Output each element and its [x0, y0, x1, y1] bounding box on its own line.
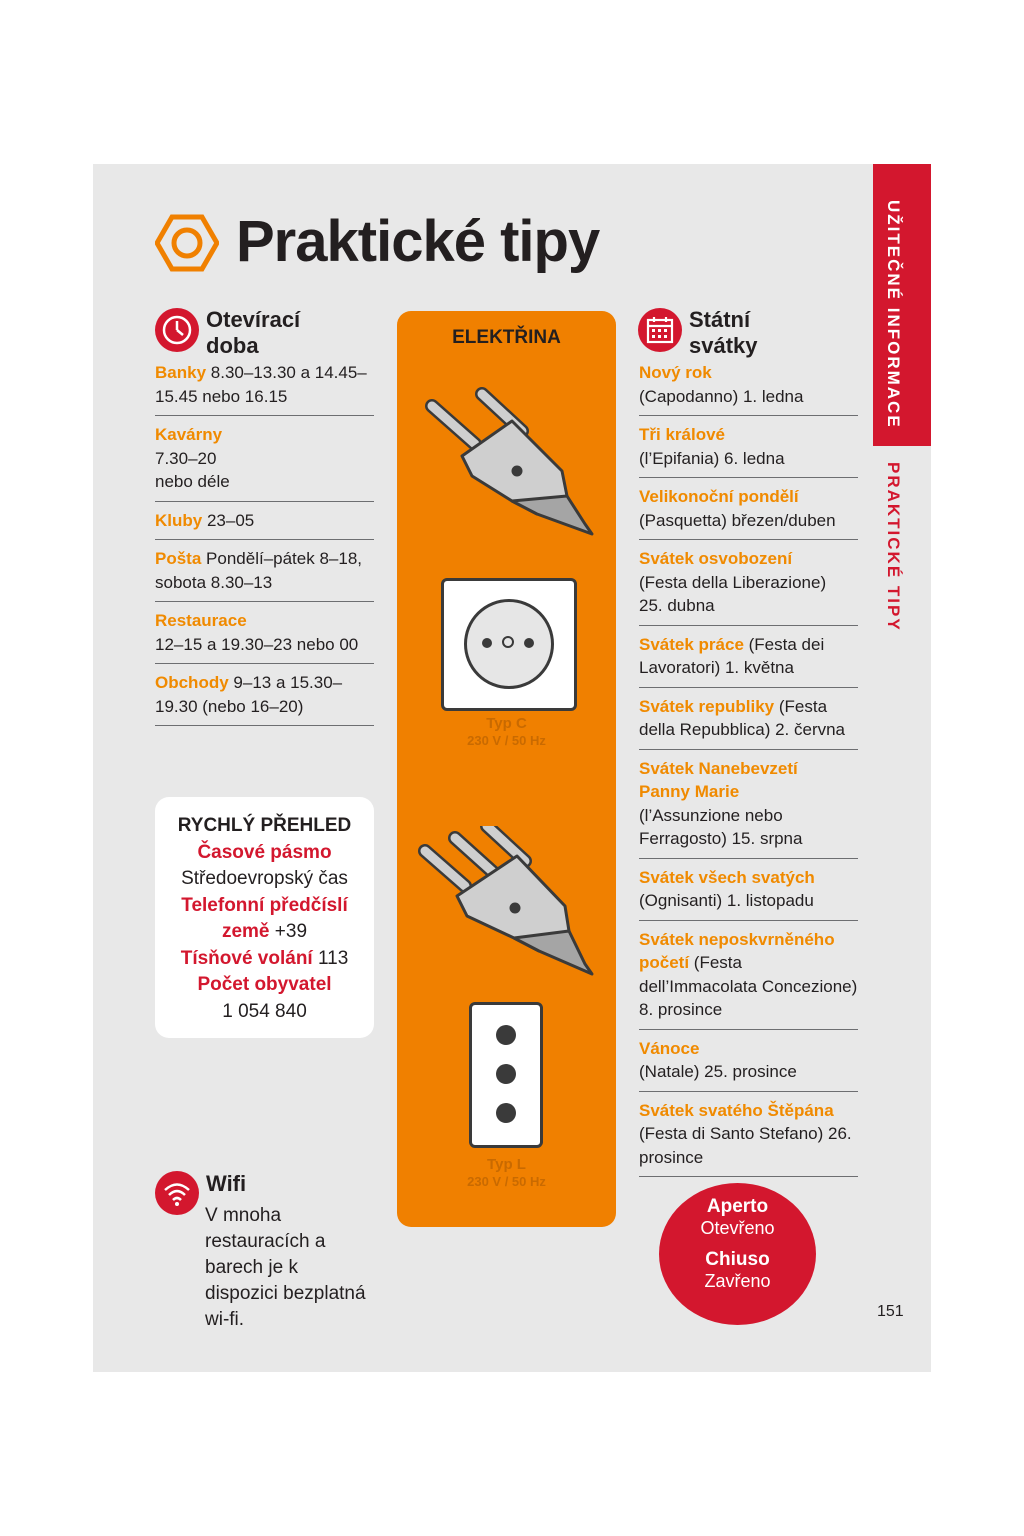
electricity-panel — [397, 311, 616, 1227]
clock-icon — [155, 308, 199, 352]
wifi-text: V mnoha restauracích a barech je k dispozici bezplatná wi-fi. — [205, 1205, 366, 1330]
calendar-icon — [638, 308, 682, 352]
open-italian: Aperto — [706, 1196, 769, 1217]
list-item: Nový rok (Capodanno) 1. ledna — [639, 361, 858, 416]
open-closed-sign — [659, 1183, 816, 1325]
list-item: Vánoce (Natale) 25. prosince — [639, 1030, 858, 1092]
list-item: Tři králové (l’Epifania) 6. ledna — [639, 416, 858, 478]
electricity-title: ELEKTŘINA — [452, 327, 561, 348]
timezone-value: Středoevropský čas — [181, 868, 348, 889]
list-item: Kavárny 7.30–20 nebo déle — [155, 416, 374, 502]
hexagon-icon — [155, 214, 219, 272]
emergency-value: 113 — [317, 947, 349, 969]
closed-czech: Zavřeno — [704, 1271, 771, 1291]
list-item: Svátek všech svatých (Ognisanti) 1. listopadu — [639, 859, 858, 921]
list-item: Restaurace 12–15 a 19.30–23 nebo 00 — [155, 602, 374, 664]
wifi-heading: Wifi — [206, 1171, 247, 1196]
type-c-label: Typ C 230 V / 50 Hz — [467, 715, 546, 748]
timezone-label: Časové pásmo — [197, 841, 332, 863]
socket-type-l-icon — [469, 1002, 543, 1148]
holidays-heading: Státní svátky — [689, 307, 758, 358]
quick-overview-title: RYCHLÝ PŘEHLED — [177, 815, 352, 836]
list-item: Velikonoční pondělí (Pasquetta) březen/duben — [639, 478, 858, 540]
list-item: Svátek Nanebevzetí Panny Marie (l’Assunzione nebo Ferragosto) 15. srpna — [639, 750, 858, 859]
closed-italian: Chiuso — [705, 1249, 770, 1270]
section-tab-label: UŽITEČNÉ INFORMACE — [884, 200, 903, 429]
socket-type-c-icon — [441, 578, 577, 711]
wifi-icon — [155, 1171, 199, 1215]
holidays-list — [639, 361, 858, 1177]
list-item: Obchody 9–13 a 15.30–19.30 (nebo 16–20) — [155, 664, 374, 726]
page-title: Praktické tipy — [236, 209, 600, 274]
open-czech: Otevřeno — [700, 1218, 775, 1238]
quick-overview-box — [155, 797, 374, 1038]
list-item: Pošta Pondělí–pátek 8–18, sobota 8.30–13 — [155, 540, 374, 602]
phone-value: +39 — [274, 921, 308, 942]
opening-hours-list — [155, 361, 374, 726]
plug-type-l-icon — [417, 826, 597, 976]
page-number: 151 — [877, 1303, 904, 1320]
list-item: Svátek neposkvrněného početí (Festa dell’Immacolata Concezione) 8. prosince — [639, 921, 858, 1030]
opening-hours-heading: Otevírací doba — [206, 307, 301, 358]
population-value: 1 054 840 — [222, 1000, 307, 1022]
chapter-tab-label: PRAKTICKÉ TIPY — [884, 462, 903, 632]
list-item: Svátek svatého Štěpána (Festa di Santo Stefano) 26. prosince — [639, 1092, 858, 1178]
list-item: Svátek republiky (Festa della Repubblica) 2. června — [639, 688, 858, 750]
list-item: Svátek osvobození (Festa della Liberazione) 25. dubna — [639, 540, 858, 626]
population-label: Počet obyvatel — [197, 974, 332, 995]
list-item: Kluby 23–05 — [155, 502, 374, 541]
emergency-label: Tísňové volání — [180, 947, 313, 969]
type-l-label: Typ L 230 V / 50 Hz — [467, 1156, 546, 1189]
list-item: Banky 8.30–13.30 a 14.45–15.45 nebo 16.15 — [155, 361, 374, 416]
list-item: Svátek práce (Festa dei Lavoratori) 1. května — [639, 626, 858, 688]
phone-label: Telefonní předčíslí země — [181, 894, 348, 942]
plug-type-c-icon — [417, 386, 597, 536]
